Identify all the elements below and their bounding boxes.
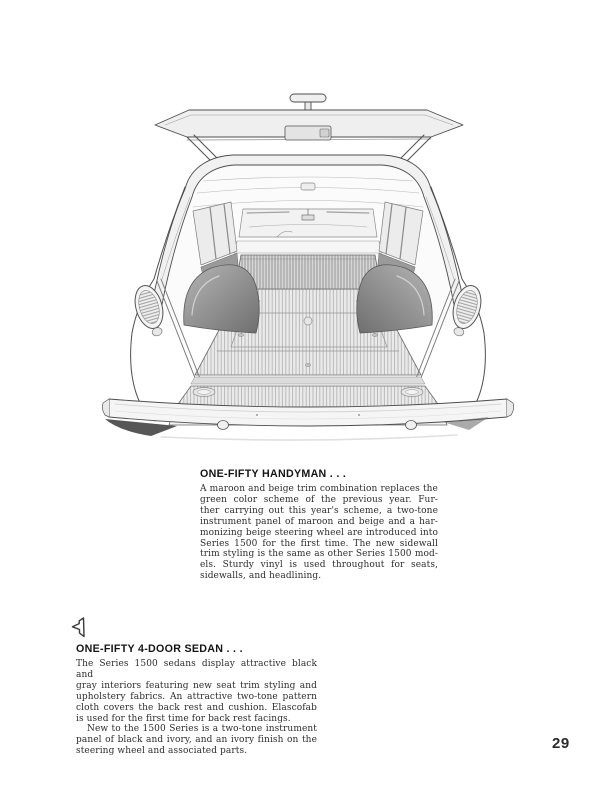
section-body-handyman: A maroon and beige trim combination replaces the green color scheme of the previous year. Fur- ther carrying out this year's scheme, a two-tone instrument panel of maroon and beige and a har- monizing beige steering wheel are introduced into Series 1500 for the first time. The new sidewall trim styling is the same as other Series 1500 mod- els. Sturdy vinyl is used throughout for seats, sidewalls, and headlining. bbox=[200, 484, 438, 582]
page-number: 29 bbox=[552, 735, 570, 752]
liftgate-t-handle bbox=[290, 94, 326, 102]
front-seat-back bbox=[234, 241, 382, 253]
bumper-guard-left bbox=[218, 421, 229, 430]
through-view-windshield bbox=[239, 209, 377, 237]
section-heading-sedan: ONE-FIFTY 4-DOOR SEDAN . . . bbox=[76, 643, 243, 655]
spare-tire-cap bbox=[304, 317, 312, 325]
folded-seat-panel bbox=[235, 255, 381, 289]
liftgate-raised bbox=[155, 94, 463, 140]
rearview-mirror bbox=[302, 215, 314, 220]
section-body-sedan-p2: New to the 1500 Series is a two-tone instrument panel of black and ivory, and an ivory finish on the steering wheel and associated parts. bbox=[76, 724, 317, 757]
wagon-drawing bbox=[102, 94, 513, 440]
section-handyman bbox=[200, 468, 438, 582]
left-arrow-marker-icon bbox=[70, 616, 87, 639]
section-heading-handyman: ONE-FIFTY HANDYMAN . . . bbox=[200, 468, 347, 480]
section-sedan bbox=[76, 643, 317, 757]
station-wagon-illustration bbox=[91, 85, 525, 449]
dome-light bbox=[301, 183, 315, 190]
section-body-sedan-p1: The Series 1500 sedans display attractive black and gray interiors featuring new seat trim styling and upholstery fabrics. An attractive two-tone pattern cloth covers the back rest and cushion. Elascofab is used for the first time for back rest facings. bbox=[76, 659, 317, 724]
bumper-guard-right bbox=[406, 421, 417, 430]
